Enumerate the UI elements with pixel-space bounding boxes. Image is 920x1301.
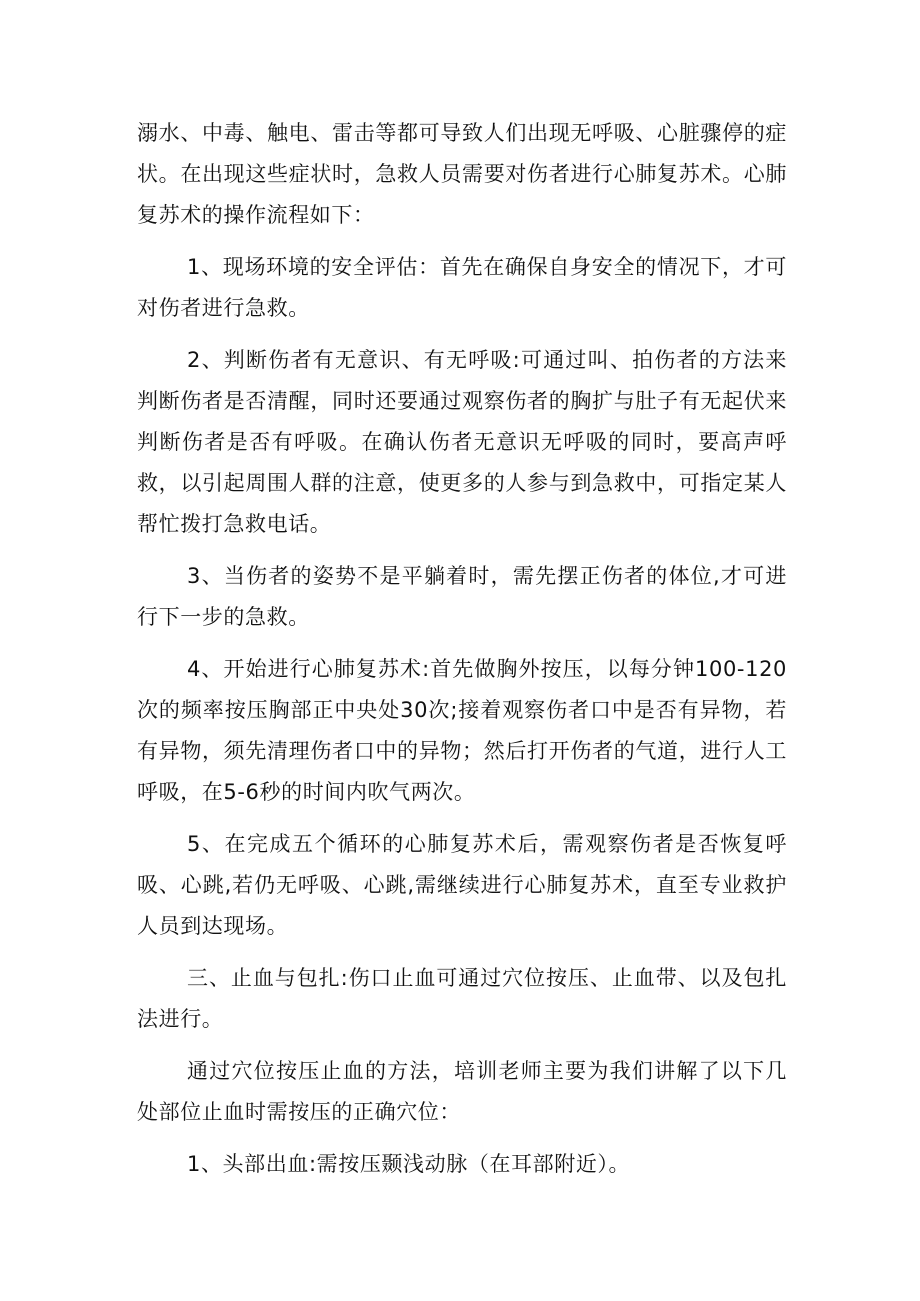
paragraph-step-1-safety: 1、现场环境的安全评估：首先在确保自身安全的情况下，才可对伤者进行急救。: [137, 255, 787, 320]
paragraph-step-3-position: 3、当伤者的姿势不是平躺着时，需先摆正伤者的体位,才可进行下一步的急救。: [137, 564, 787, 629]
section-heading-bleeding: 三、止血与包扎:伤口止血可通过穴位按压、止血带、以及包扎法进行。: [137, 966, 787, 1031]
document-body: [137, 113, 787, 1196]
paragraph-step-5-continue: 5、在完成五个循环的心肺复苏术后，需观察伤者是否恢复呼吸、心跳,若仍无呼吸、心跳,需继续进行心肺复苏术，直至专业救护人员到达现场。: [137, 832, 787, 938]
paragraph-head-bleeding: 1、头部出血:需按压颞浅动脉（在耳部附近）。: [187, 1152, 631, 1176]
paragraph-acupoint-intro: 通过穴位按压止血的方法，培训老师主要为我们讲解了以下几处部位止血时需按压的正确穴位：: [137, 1059, 787, 1124]
paragraph-cpr-intro: 溺水、中毒、触电、雷击等都可导致人们出现无呼吸、心脏骤停的症状。在出现这些症状时，急救人员需要对伤者进行心肺复苏术。心肺复苏术的操作流程如下：: [137, 121, 787, 227]
paragraph-step-2-assess: 2、判断伤者有无意识、有无呼吸:可通过叫、拍伤者的方法来判断伤者是否清醒，同时还要通过观察伤者的胸扩与肚子有无起伏来判断伤者是否有呼吸。在确认伤者无意识无呼吸的同时，要高声呼救，以引起周围人群的注意，使更多的人参与到急救中，可指定某人帮忙拨打急救电话。: [137, 348, 787, 536]
paragraph-step-4-cpr: 4、开始进行心肺复苏术:首先做胸外按压，以每分钟100-120次的频率按压胸部正中央处30次;接着观察伤者口中是否有异物，若有异物，须先清理伤者口中的异物；然后打开伤者的气道，进行人工呼吸，在5-6秒的时间内吹气两次。: [137, 657, 787, 804]
